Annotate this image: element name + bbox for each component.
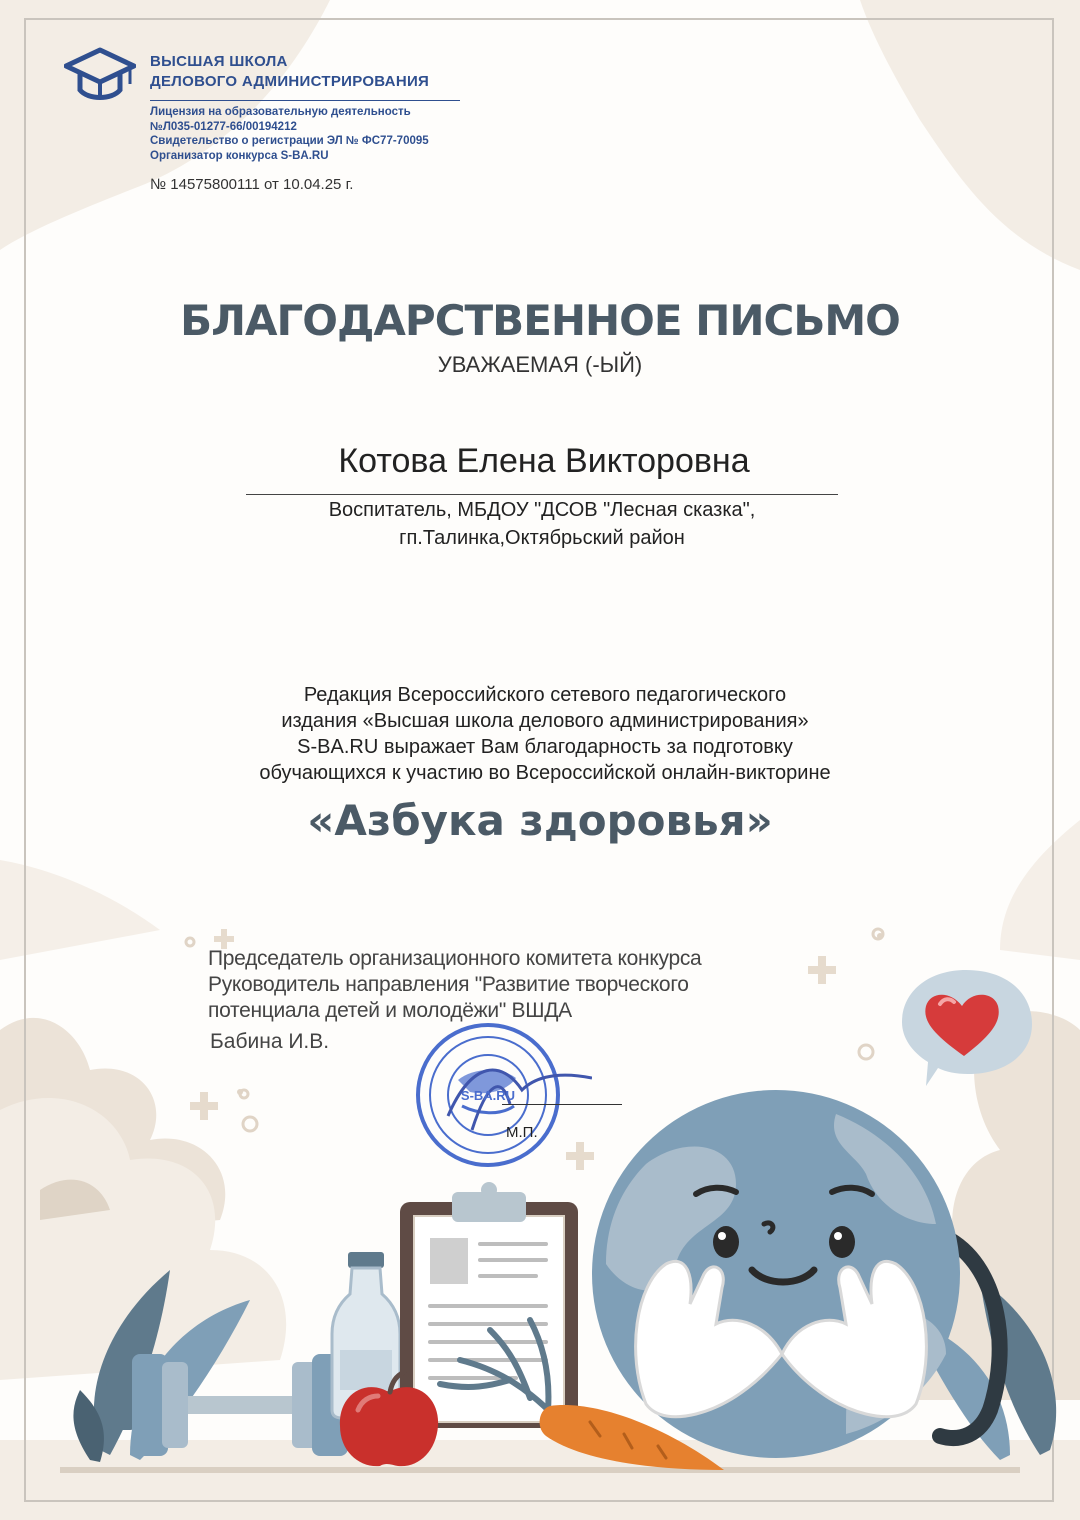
gratitude-line4: обучающихся к участию во Всероссийской онлайн-викторине [259,762,831,784]
position-line1: Воспитатель, МБДОУ "ДСОВ "Лесная сказка", [328,499,756,521]
organization-meta [150,105,429,163]
recipient-name: Котова Елена Викторовна [338,442,750,480]
registration-text: Свидетельство о регистрации ЭЛ № ФС77-70095 [150,135,429,147]
gratitude-line1: Редакция Всероссийского сетевого педагогического [303,684,787,706]
graduation-cap-icon [64,46,136,106]
signer-line2: Руководитель направления "Развитие творческого [208,973,689,996]
license-text: Лицензия на образовательную деятельность [150,106,411,118]
signer-line3: потенциала детей и молодёжи" ВШДА [208,999,572,1022]
license-number: №Л035-01277-66/00194212 [150,120,297,133]
gratitude-line2: издания «Высшая школа делового администрирования» [281,710,809,732]
signer-title [208,946,701,1024]
carrot-icon [420,1310,730,1480]
stamp-place-label: М.П. [506,1124,538,1141]
salutation: УВАЖАЕМАЯ (-ЫЙ) [437,352,643,377]
organizer-text: Организатор конкурса S-BA.RU [150,149,329,162]
gratitude-line3: S-BA.RU выражает Вам благодарность за подготовку [297,736,793,758]
organization-divider [150,100,460,101]
organization-name-line1: ВЫСШАЯ ШКОЛА [150,53,288,70]
stamp-text: S-BA.RU [460,1088,516,1103]
signer-name: Бабина И.В. [210,1030,330,1053]
signature-line [502,1104,622,1105]
document-title: БЛАГОДАРСТВЕННОЕ ПИСЬМО [180,296,900,345]
organization-name-line2: ДЕЛОВОГО АДМИНИСТРИРОВАНИЯ [150,73,430,90]
signer-line1: Председатель организационного комитета конкурса [208,947,702,970]
official-stamp [392,1020,592,1170]
recipient-position [0,496,1080,552]
position-line2: гп.Талинка,Октябрьский район [399,527,685,549]
document-number: № 14575800111 от 10.04.25 г. [150,176,354,193]
quiz-title: «Азбука здоровья» [307,796,773,845]
recipient-underline [246,494,838,495]
gratitude-text [0,682,1080,786]
organization-name [150,52,429,92]
